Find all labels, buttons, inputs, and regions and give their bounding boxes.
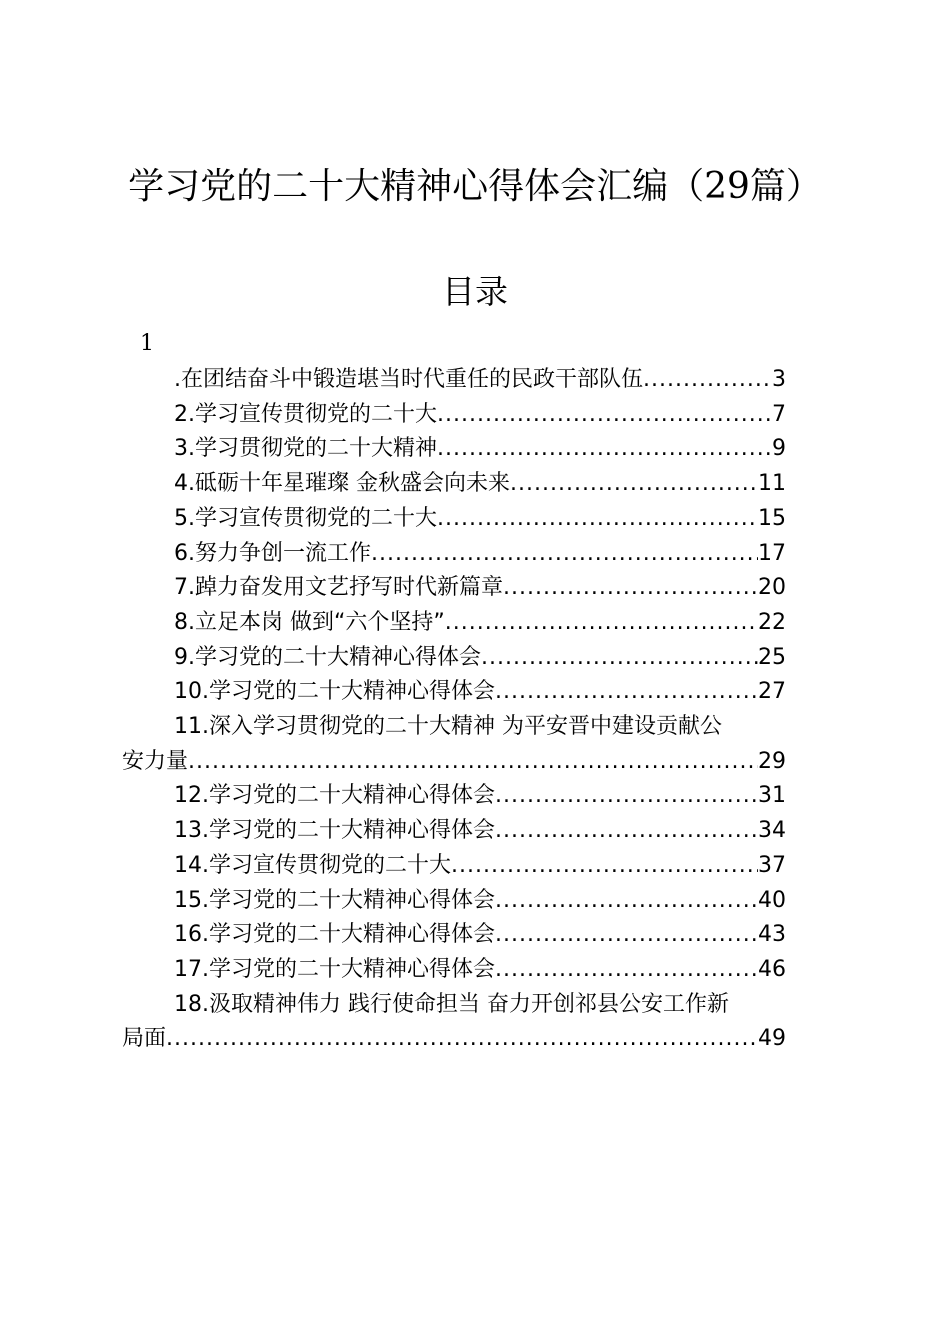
title-suffix: 篇） <box>749 166 822 207</box>
toc-entry-page: 31 <box>758 783 786 809</box>
dot-leader <box>481 641 758 676</box>
toc-entry-5[interactable] <box>122 502 786 537</box>
toc-entry-3[interactable] <box>122 432 786 467</box>
toc-entry-17[interactable] <box>122 953 786 988</box>
toc-entry-1[interactable] <box>122 363 786 398</box>
toc-entry-title: 6.努力争创一流工作 <box>174 540 371 566</box>
toc-entry-6[interactable] <box>122 537 786 572</box>
toc-entry-page: 37 <box>758 852 786 878</box>
toc-entry-page: 17 <box>758 540 786 566</box>
toc-entry-7[interactable] <box>122 571 786 606</box>
toc-entry-page: 43 <box>758 922 786 948</box>
toc-entry-11[interactable] <box>122 710 786 779</box>
toc-entry-13[interactable] <box>122 814 786 849</box>
dot-leader <box>643 363 772 398</box>
dot-leader <box>503 571 758 606</box>
dot-leader <box>437 432 772 467</box>
dot-leader <box>510 467 758 502</box>
dot-leader <box>445 606 758 641</box>
document-title <box>0 162 950 212</box>
title-number: 29 <box>704 166 750 207</box>
toc-entry-page: 7 <box>772 401 786 427</box>
dot-leader <box>437 502 758 537</box>
toc-entry-page: 34 <box>758 818 786 844</box>
toc-entry-title-line1: 18.汲取精神伟力 践行使命担当 奋力开创祁县公安工作新 <box>174 991 729 1017</box>
toc-entry-title: 14.学习宣传贯彻党的二十大 <box>174 852 451 878</box>
toc-entry-title: 16.学习党的二十大精神心得体会 <box>174 922 495 948</box>
toc-entry-page: 3 <box>772 367 786 392</box>
dot-leader <box>495 675 758 710</box>
toc-entry-14[interactable] <box>122 849 786 884</box>
toc-entry-10[interactable] <box>122 675 786 710</box>
toc-entry-title: 9.学习党的二十大精神心得体会 <box>174 644 481 670</box>
dot-leader <box>371 537 758 572</box>
toc-entry-page: 40 <box>758 887 786 913</box>
toc-entry-page: 29 <box>758 748 786 774</box>
dot-leader <box>495 953 758 988</box>
toc-entry-8[interactable] <box>122 606 786 641</box>
toc-entry-page: 22 <box>758 609 786 635</box>
toc-entry-16[interactable] <box>122 918 786 953</box>
toc-entry-title-line2: 局面 <box>122 1026 167 1052</box>
toc-entry-page: 49 <box>758 1026 786 1052</box>
toc-entry-title-line2: 安力量 <box>122 748 189 774</box>
dot-leader <box>495 918 758 953</box>
toc-entry-title: 7.踔力奋发用文艺抒写时代新篇章 <box>174 575 503 601</box>
toc-entry-15[interactable] <box>122 884 786 919</box>
stray-marker: 1 <box>140 331 154 356</box>
toc-entry-18[interactable] <box>122 988 786 1057</box>
toc-entry-title: 5.学习宣传贯彻党的二十大 <box>174 505 437 531</box>
toc-entry-title: 12.学习党的二十大精神心得体会 <box>174 783 495 809</box>
toc-heading: 目录 <box>442 272 508 311</box>
dot-leader <box>451 849 758 884</box>
dot-leader <box>437 398 772 433</box>
toc-entry-page: 15 <box>758 505 786 531</box>
toc-entry-title: 10.学习党的二十大精神心得体会 <box>174 679 495 705</box>
dot-leader <box>495 884 758 919</box>
toc-entry-title-line1: 11.深入学习贯彻党的二十大精神 为平安晋中建设贡献公 <box>174 714 722 740</box>
toc-entry-12[interactable] <box>122 779 786 814</box>
dot-leader <box>495 814 758 849</box>
dot-leader <box>166 1022 758 1057</box>
toc-entry-page: 11 <box>758 471 786 497</box>
toc-entry-page: 46 <box>758 956 786 982</box>
toc-entry-title: .在团结奋斗中锻造堪当时代重任的民政干部队伍 <box>174 367 643 392</box>
title-prefix: 学习党的二十大精神心得体会汇编（ <box>128 166 705 207</box>
toc-entry-page: 9 <box>772 436 786 462</box>
toc-entry-title: 4.砥砺十年星璀璨 金秋盛会向未来 <box>174 471 510 497</box>
toc-entry-title: 13.学习党的二十大精神心得体会 <box>174 818 495 844</box>
table-of-contents <box>122 363 786 1057</box>
dot-leader <box>188 745 758 780</box>
toc-entry-title: 3.学习贯彻党的二十大精神 <box>174 436 437 462</box>
toc-entry-title: 8.立足本岗 做到“六个坚持” <box>174 609 445 635</box>
toc-entry-2[interactable] <box>122 398 786 433</box>
dot-leader <box>495 779 758 814</box>
toc-entry-title: 2.学习宣传贯彻党的二十大 <box>174 401 437 427</box>
toc-entry-title: 17.学习党的二十大精神心得体会 <box>174 956 495 982</box>
toc-entry-page: 20 <box>758 575 786 601</box>
toc-entry-title: 15.学习党的二十大精神心得体会 <box>174 887 495 913</box>
toc-entry-4[interactable] <box>122 467 786 502</box>
toc-entry-page: 25 <box>758 644 786 670</box>
toc-entry-9[interactable] <box>122 641 786 676</box>
toc-entry-page: 27 <box>758 679 786 705</box>
